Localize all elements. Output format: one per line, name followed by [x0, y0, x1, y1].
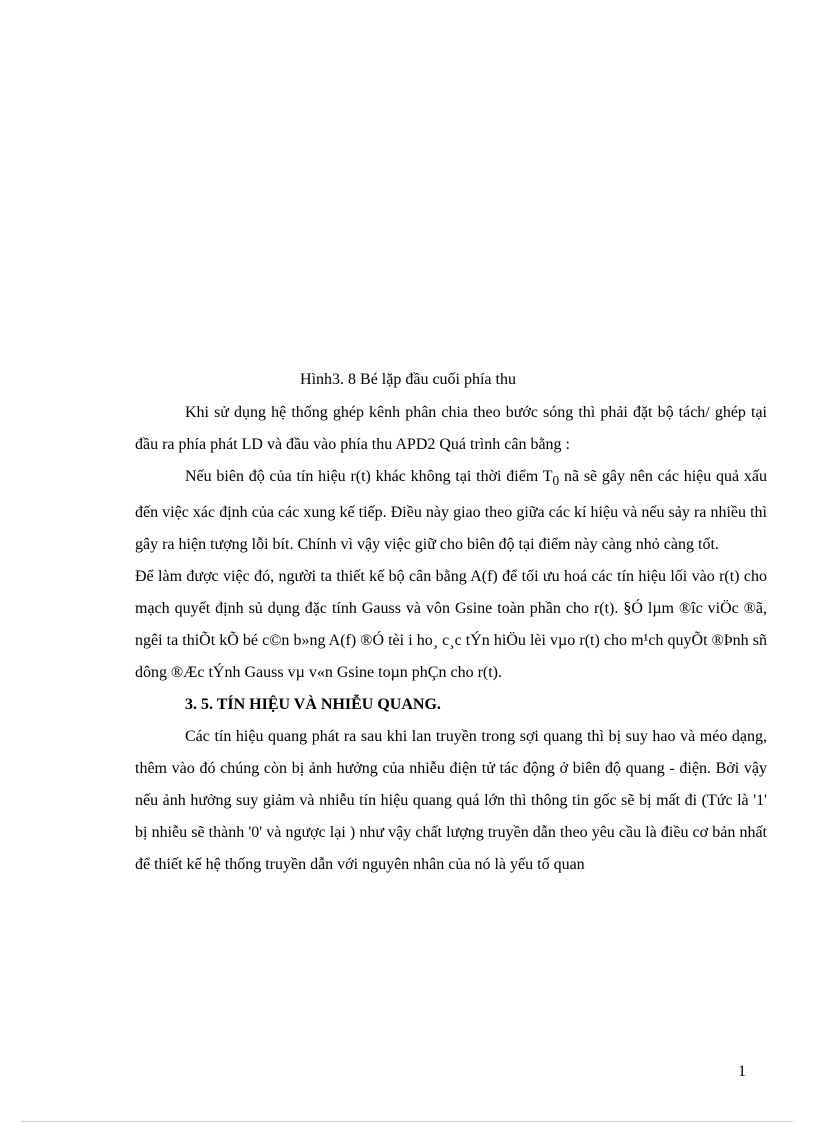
figure-caption: Hình3. 8 Bé lặp đầu cuối phía thu	[300, 371, 516, 388]
subscript-zero: 0	[552, 473, 560, 489]
paragraph-equalizer: Để làm được việc đó, người ta thiết kế bộ cân bằng A(f) để tối ưu hoá các tín hiệu lối vào r(t) cho mạch quyết định sủ dụng đặc tính Gauss và vôn Gsine toàn phần cho r(t). §Ó lµm ®îc viÖc ®ã, ngêi ta thiÕt kÕ bé c©n b»ng A(f) ®Ó tèi i ho¸ c¸c tÝn hiÖu lèi vµo r(t) cho m¹ch quyÕt ®Þnh sñ dông ®Æc tÝnh Gauss vµ v«n Gsine toµn phÇn cho r(t).	[135, 568, 767, 682]
section-heading: 3. 5. TÍN HIỆU VÀ NHIỄU QUANG.	[185, 696, 441, 714]
paragraph-amplitude-start: Nếu biên độ của tín hiệu r(t) khác không tại thời điểm T	[185, 468, 553, 485]
body-text	[135, 397, 767, 881]
paragraph-amplitude-end: nã sẽ gây nên các hiệu quả xấu đến việc xác định của các xung kế tiếp. Điều này giao theo giữa các kí hiệu và nếu sảy ra nhiều thì gây ra hiện tượng lỗi bít. Chính vì vậy việc giữ cho biên độ tại điểm này càng nhỏ càng tốt.	[135, 468, 768, 554]
paragraph-amplitude	[135, 461, 767, 561]
paragraph-wdm-intro: Khi sử dụng hệ thống ghép kênh phân chia theo bước sóng thì phải đặt bộ tách/ ghép tại đầu ra phía phát LD và đầu vào phía thu APD2 Quá trình cân bằng :	[135, 404, 767, 453]
paragraph-optical-noise: Các tín hiệu quang phát ra sau khi lan truyền trong sợi quang thì bị suy hao và méo dạng, thêm vào đó chúng còn bị ảnh hưởng của nhiễu điện tử tác động ở biên độ quang - điện. Bởi vậy nếu ảnh hưởng suy giảm và nhiễu tín hiệu quang quá lớn thì thông tin gốc sẽ bị mất đi (Tức là '1' bị nhiễu sẽ thành '0' và ngược lại ) như vậy chất lượng truyền dẫn theo yêu cầu là điều cơ bản nhất để thiết kế hệ thống truyền dẫn với nguyên nhân của nó là yếu tố quan	[135, 728, 767, 874]
page-number: 1	[738, 1063, 746, 1080]
page-bottom-divider	[22, 1121, 794, 1122]
